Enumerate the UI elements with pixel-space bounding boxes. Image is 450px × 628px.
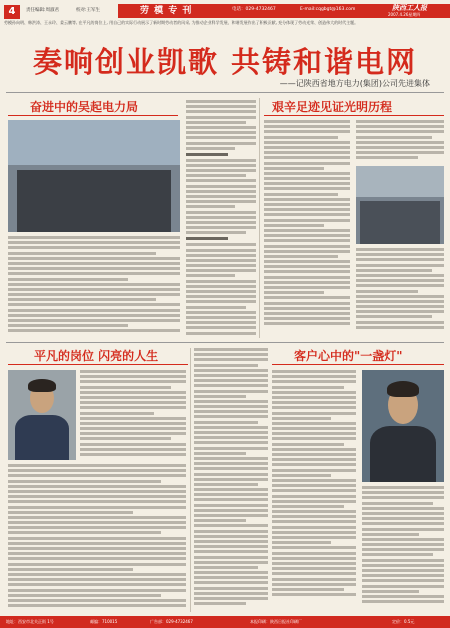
section-title-ordinary-post: 平凡的岗位 闪亮的人生 [34,349,159,363]
group-photo [8,120,180,232]
editor-credit: 责任编辑:周淑君 [26,8,60,13]
column-divider [259,98,260,338]
section-underline [8,115,178,116]
newspaper-logo: 陕西工人报 [392,4,427,12]
section-name: 劳 模 专 刊 [140,6,193,16]
portrait-photo [8,370,76,460]
header-phone: 电话：029-4732467 [232,7,276,12]
article-column [194,348,268,612]
page-number: 4 [4,5,20,19]
section-underline [264,115,444,116]
section-title-footprints: 艰辛足迹见证光明历程 [272,100,393,114]
section-title-wuqi: 奋进中的吴起电力局 [30,100,139,114]
header-email: E-mail:cqgbgt@163.com [300,7,356,12]
article-column [8,236,180,336]
section-title-customer-lamp: 客户心中的"一盏灯" [294,349,403,363]
article-column [8,464,186,612]
section-rule [6,342,444,343]
proofreader-credit: 校对:王军生 [76,8,101,13]
footer-printer: 本报印刷：陕西日报社印刷厂 [250,619,302,624]
footer-ad-phone: 广告部：029-4732467 [150,619,193,624]
footer-price: 定价：0.5元 [392,619,415,624]
article-column [264,120,350,336]
article-column [186,100,256,336]
main-subtitle: ——记陕西省地方电力(集团)公司先进集体 [279,79,430,88]
page-footer [0,616,450,628]
article-column [356,120,444,164]
footer-address: 地址：西安市北关正街 1号 [6,619,54,624]
article-column [362,486,444,612]
column-divider [190,348,191,612]
article-column [272,370,356,612]
main-headline: 奏响创业凯歌 共铸和谐电网 [32,45,418,79]
issue-date: 2007.4.26星期四 [388,12,421,17]
section-underline [272,364,444,365]
page-header [0,0,450,34]
footer-postcode: 邮编：710015 [90,619,118,624]
portrait-photo [362,370,444,482]
article-column [356,248,444,336]
article-column [80,370,186,460]
header-intro: 劳模孙向明、韩洪涛、王永玲、姜云鹏等, 在平凡的岗位上, 用自己的实际行动展示了新时期劳动者的风采, 为推动企业科学发展、和谐发展作出了积极贡献, 充分体现了劳动光荣、创造伟大的时代主题。 [4,20,359,25]
worker-photo [356,166,444,244]
section-underline [8,364,188,365]
headline-rule [6,92,444,93]
